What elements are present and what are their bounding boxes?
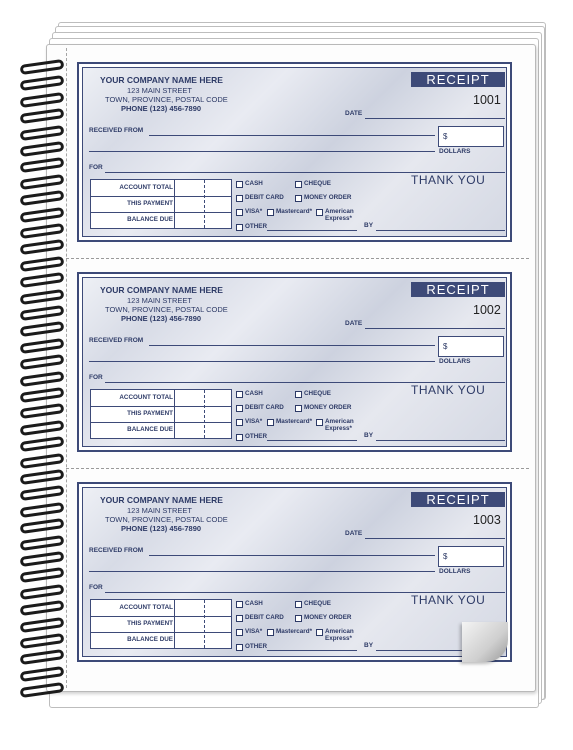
balance-due-label: BALANCE DUE — [127, 216, 173, 223]
signature-line[interactable] — [376, 230, 505, 231]
mastercard-label: Mastercard* — [276, 628, 313, 635]
phone-number: PHONE (123) 456-7890 — [121, 104, 202, 113]
visa-label: VISA* — [245, 208, 263, 215]
by-label: BY — [364, 222, 374, 229]
cheque-checkbox[interactable] — [295, 181, 302, 188]
balance-table — [90, 389, 232, 439]
mastercard-checkbox[interactable] — [267, 629, 274, 636]
dollar-sign: $ — [443, 552, 448, 561]
cash-label: CASH — [245, 390, 263, 397]
balance-table — [90, 179, 232, 229]
this-payment-label: THIS PAYMENT — [127, 410, 173, 417]
receipt-title: RECEIPT — [411, 492, 505, 507]
date-label: DATE — [345, 530, 363, 537]
this-payment-label: THIS PAYMENT — [127, 620, 173, 627]
thank-you-text: THANK YOU — [411, 383, 486, 397]
cash-checkbox[interactable] — [236, 181, 243, 188]
balance-due-row — [91, 212, 231, 229]
visa-checkbox[interactable] — [236, 419, 243, 426]
receipt-title: RECEIPT — [411, 282, 505, 297]
money-order-label: MONEY ORDER — [304, 194, 352, 201]
receipt-body — [82, 67, 507, 237]
date-line[interactable] — [365, 328, 505, 329]
received-from-line[interactable] — [149, 135, 435, 136]
dollars-label: DOLLARS — [439, 358, 471, 365]
balance-due-row — [91, 632, 231, 649]
amount-box[interactable] — [438, 336, 504, 357]
receipt-1 — [77, 62, 512, 242]
account-total-label: ACCOUNT TOTAL — [119, 604, 173, 611]
signature-line[interactable] — [376, 440, 505, 441]
american-express-checkbox[interactable] — [316, 209, 323, 216]
date-line[interactable] — [365, 538, 505, 539]
received-from-line[interactable] — [149, 555, 435, 556]
received-from-label: RECEIVED FROM — [89, 547, 144, 554]
address-line-2: TOWN, PROVINCE, POSTAL CODE — [105, 95, 228, 104]
cheque-checkbox[interactable] — [295, 601, 302, 608]
balance-due-row — [91, 422, 231, 439]
receipt-2 — [77, 272, 512, 452]
table-divider — [174, 180, 175, 228]
visa-label: VISA* — [245, 418, 263, 425]
phone-number: PHONE (123) 456-7890 — [121, 524, 202, 533]
other-label: OTHER — [245, 643, 268, 650]
money-order-checkbox[interactable] — [295, 615, 302, 622]
other-checkbox[interactable] — [236, 644, 243, 651]
other-checkbox[interactable] — [236, 224, 243, 231]
address-line-1: 123 MAIN STREET — [127, 86, 193, 95]
debit-card-label: DEBIT CARD — [245, 194, 284, 201]
other-label: OTHER — [245, 433, 268, 440]
for-label: FOR — [89, 164, 103, 171]
american-express-label-1: American — [325, 418, 354, 425]
received-from-label: RECEIVED FROM — [89, 127, 144, 134]
dollars-label: DOLLARS — [439, 148, 471, 155]
binding-perforation — [66, 48, 67, 688]
cash-label: CASH — [245, 600, 263, 607]
amount-box[interactable] — [438, 546, 504, 567]
amount-words-line[interactable] — [89, 151, 435, 152]
mastercard-label: Mastercard* — [276, 418, 313, 425]
cents-divider — [204, 390, 205, 438]
cheque-label: CHEQUE — [304, 180, 331, 187]
thank-you-text: THANK YOU — [411, 173, 486, 187]
debit-card-label: DEBIT CARD — [245, 614, 284, 621]
date-label: DATE — [345, 110, 363, 117]
money-order-label: MONEY ORDER — [304, 404, 352, 411]
for-label: FOR — [89, 374, 103, 381]
balance-table — [90, 599, 232, 649]
company-name: YOUR COMPANY NAME HERE — [100, 285, 223, 295]
balance-due-label: BALANCE DUE — [127, 636, 173, 643]
receipt-title: RECEIPT — [411, 72, 505, 87]
perforation-2 — [66, 468, 529, 469]
other-line[interactable] — [267, 230, 357, 231]
amount-words-line[interactable] — [89, 361, 435, 362]
company-name: YOUR COMPANY NAME HERE — [100, 75, 223, 85]
debit-card-checkbox[interactable] — [236, 405, 243, 412]
american-express-checkbox[interactable] — [316, 629, 323, 636]
cents-divider — [204, 600, 205, 648]
receipt-body — [82, 277, 507, 447]
other-checkbox[interactable] — [236, 434, 243, 441]
amount-box[interactable] — [438, 126, 504, 147]
cheque-label: CHEQUE — [304, 600, 331, 607]
receipt-body — [82, 487, 507, 657]
money-order-checkbox[interactable] — [295, 405, 302, 412]
this-payment-row — [91, 196, 231, 213]
by-label: BY — [364, 642, 374, 649]
received-from-line[interactable] — [149, 345, 435, 346]
visa-checkbox[interactable] — [236, 209, 243, 216]
american-express-checkbox[interactable] — [316, 419, 323, 426]
receipt-number: 1002 — [473, 303, 501, 317]
balance-due-label: BALANCE DUE — [127, 426, 173, 433]
debit-card-checkbox[interactable] — [236, 615, 243, 622]
debit-card-checkbox[interactable] — [236, 195, 243, 202]
phone-number: PHONE (123) 456-7890 — [121, 314, 202, 323]
by-label: BY — [364, 432, 374, 439]
account-total-row — [91, 390, 231, 407]
other-label: OTHER — [245, 223, 268, 230]
this-payment-row — [91, 406, 231, 423]
received-from-label: RECEIVED FROM — [89, 337, 144, 344]
this-payment-row — [91, 616, 231, 633]
account-total-row — [91, 180, 231, 197]
for-label: FOR — [89, 584, 103, 591]
perforation-1 — [66, 258, 529, 259]
mastercard-checkbox[interactable] — [267, 419, 274, 426]
company-name: YOUR COMPANY NAME HERE — [100, 495, 223, 505]
account-total-label: ACCOUNT TOTAL — [119, 184, 173, 191]
other-line[interactable] — [267, 440, 357, 441]
other-line[interactable] — [267, 650, 357, 651]
address-line-2: TOWN, PROVINCE, POSTAL CODE — [105, 515, 228, 524]
visa-label: VISA* — [245, 628, 263, 635]
receipt-3 — [77, 482, 512, 662]
thank-you-text: THANK YOU — [411, 593, 486, 607]
visa-checkbox[interactable] — [236, 629, 243, 636]
american-express-label-2: Express* — [325, 635, 352, 642]
dollar-sign: $ — [443, 132, 448, 141]
cash-checkbox[interactable] — [236, 391, 243, 398]
cheque-checkbox[interactable] — [295, 391, 302, 398]
page-curl — [462, 622, 508, 662]
cash-checkbox[interactable] — [236, 601, 243, 608]
american-express-label-1: American — [325, 628, 354, 635]
dollar-sign: $ — [443, 342, 448, 351]
money-order-label: MONEY ORDER — [304, 614, 352, 621]
table-divider — [174, 390, 175, 438]
american-express-label-1: American — [325, 208, 354, 215]
date-label: DATE — [345, 320, 363, 327]
this-payment-label: THIS PAYMENT — [127, 200, 173, 207]
amount-words-line[interactable] — [89, 571, 435, 572]
money-order-checkbox[interactable] — [295, 195, 302, 202]
date-line[interactable] — [365, 118, 505, 119]
table-divider — [174, 600, 175, 648]
account-total-row — [91, 600, 231, 617]
cash-label: CASH — [245, 180, 263, 187]
debit-card-label: DEBIT CARD — [245, 404, 284, 411]
cheque-label: CHEQUE — [304, 390, 331, 397]
american-express-label-2: Express* — [325, 215, 352, 222]
receipt-number: 1003 — [473, 513, 501, 527]
mastercard-label: Mastercard* — [276, 208, 313, 215]
cents-divider — [204, 180, 205, 228]
mastercard-checkbox[interactable] — [267, 209, 274, 216]
address-line-1: 123 MAIN STREET — [127, 506, 193, 515]
address-line-1: 123 MAIN STREET — [127, 296, 193, 305]
american-express-label-2: Express* — [325, 425, 352, 432]
dollars-label: DOLLARS — [439, 568, 471, 575]
receipt-number: 1001 — [473, 93, 501, 107]
account-total-label: ACCOUNT TOTAL — [119, 394, 173, 401]
address-line-2: TOWN, PROVINCE, POSTAL CODE — [105, 305, 228, 314]
